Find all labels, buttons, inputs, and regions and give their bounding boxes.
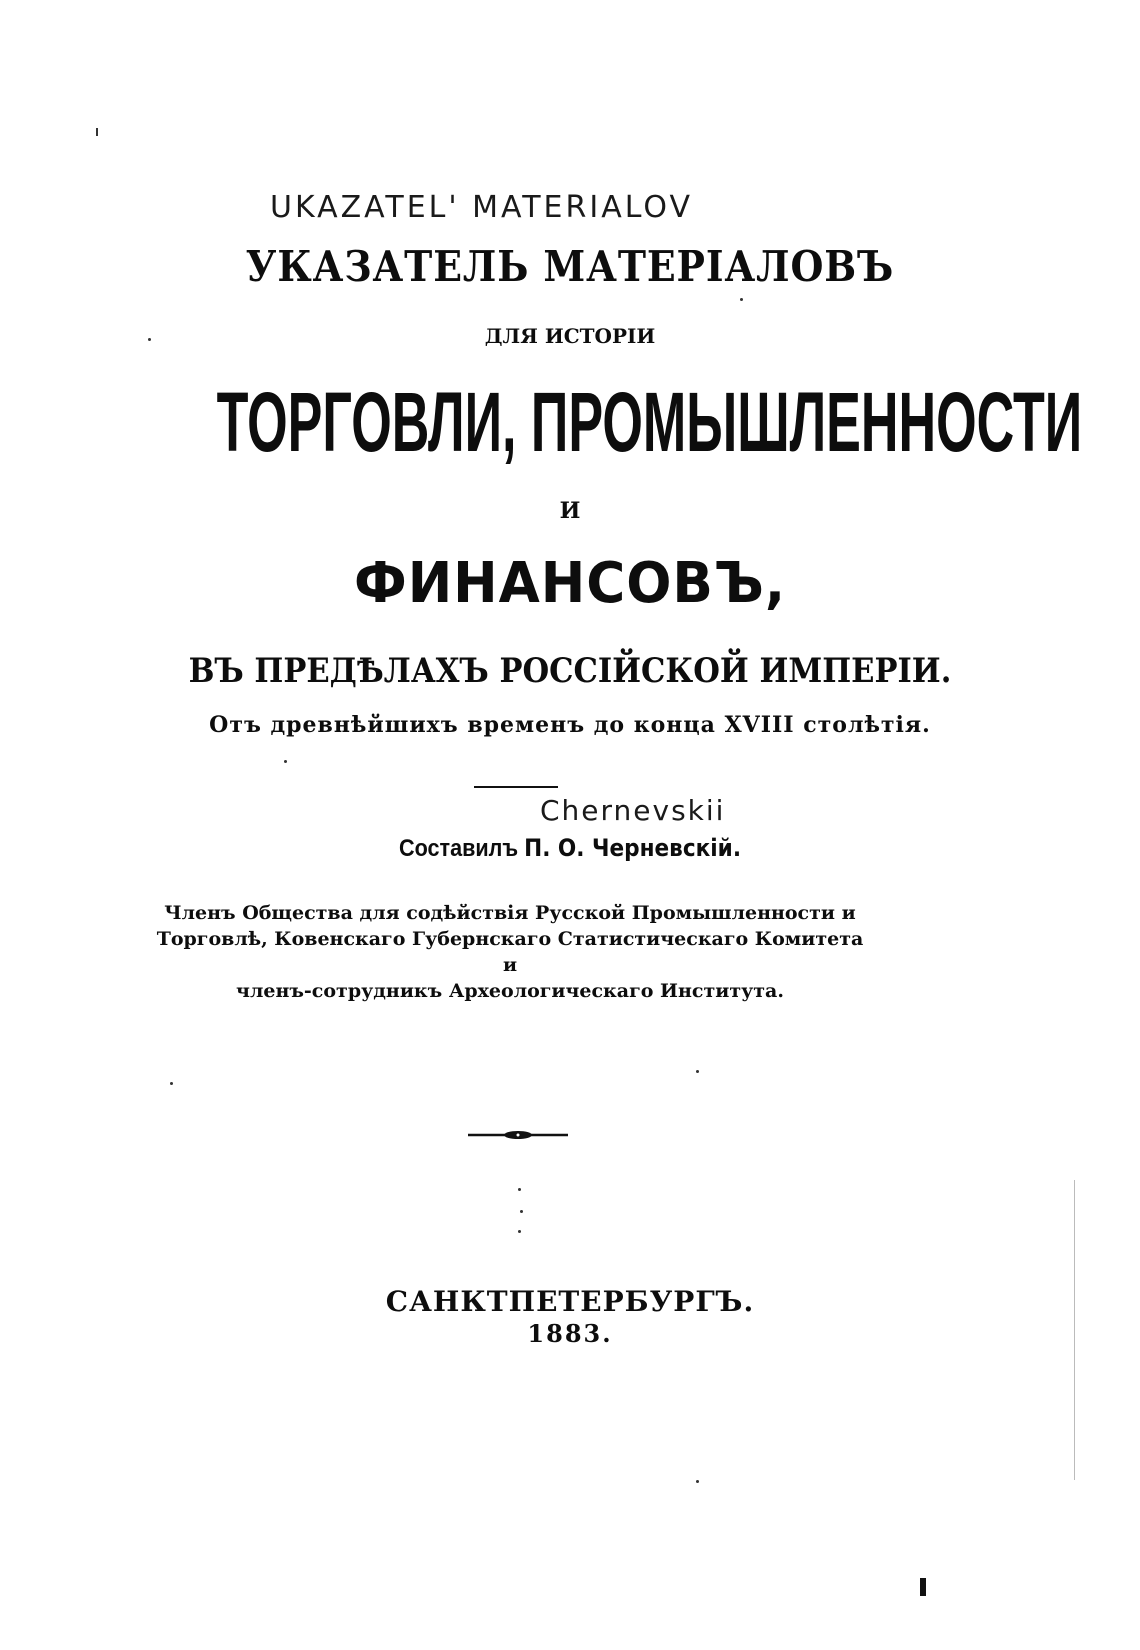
scan-speck — [148, 338, 151, 341]
scan-speck — [520, 1210, 523, 1213]
author-prefix: Составилъ — [398, 835, 519, 862]
membership-line-2: Торговлѣ, Ковенскаго Губернскаго Статистическаго Комитета и — [156, 928, 864, 976]
membership-line-1: Членъ Общества для содѣйствія Русской Промышленности и — [164, 902, 856, 924]
imprint-year: 1883. — [527, 1319, 613, 1348]
membership-line-3: членъ-сотрудникъ Археологическаго Института. — [236, 980, 784, 1002]
scan-speck — [740, 298, 743, 301]
handwritten-author-transliteration: Chernevskii — [540, 794, 726, 827]
scan-speck — [696, 1070, 699, 1073]
scan-speck — [170, 1082, 173, 1085]
imprint-city: САНКТПЕТЕРБУРГЪ. — [385, 1285, 755, 1318]
title-line-7: Отъ древнѣйшихъ временъ до конца XVIII столѣтія. — [209, 712, 931, 738]
scan-speck — [518, 1230, 521, 1233]
scan-speck — [96, 128, 98, 136]
scan-mark — [920, 1578, 926, 1596]
handwritten-title-transliteration: UKAZATEL' MATERIALOV — [270, 190, 693, 225]
author-name: П. О. Черневскій. — [524, 834, 742, 862]
title-line-4: И — [559, 498, 581, 524]
author-line — [57, 836, 1083, 861]
title-line-3: ТОРГОВЛИ, ПРОМЫШЛЕННОСТИ — [216, 375, 1083, 469]
author-membership — [150, 900, 870, 1004]
divider-rule — [474, 786, 558, 788]
title-line-5: ФИНАНСОВЪ, — [353, 551, 787, 616]
scan-speck — [518, 1188, 521, 1191]
scan-speck — [284, 760, 287, 763]
title-line-2: ДЛЯ ИСТОРІИ — [484, 324, 656, 348]
ornamental-rule — [468, 1128, 568, 1142]
scan-speck — [696, 1480, 699, 1483]
scan-edge-line — [1074, 1180, 1075, 1480]
title-line-1: УКАЗАТЕЛЬ МАТЕРІАЛОВЪ — [245, 242, 895, 291]
title-line-6: ВЪ ПРЕДѢЛАХЪ РОССІЙСКОЙ ИМПЕРІИ. — [188, 651, 952, 691]
